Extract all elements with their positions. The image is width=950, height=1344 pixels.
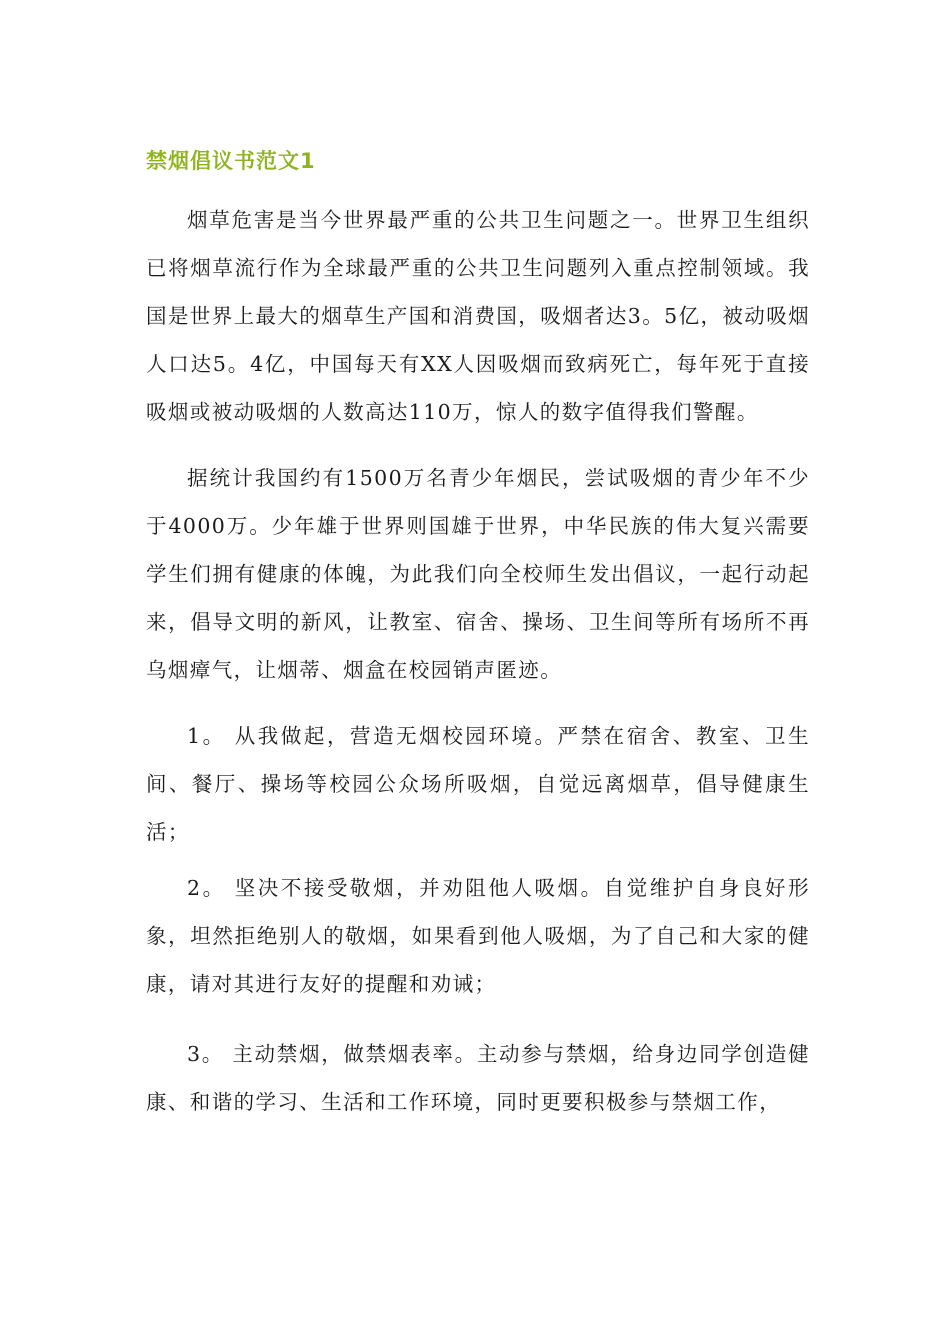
paragraph-intro: 烟草危害是当今世界最严重的公共卫生问题之一。世界卫生组织已将烟草流行作为全球最严重的公共卫生问题列入重点控制领域。我国是世界上最大的烟草生产国和消费国，吸烟者达3。5亿，被动吸烟人口达5。4亿，中国每天有XX人因吸烟而致病死亡，每年死于直接吸烟或被动吸烟的人数高达110万，惊人的数字值得我们警醒。 [146, 208, 810, 424]
paragraph-item-3: 3。 主动禁烟，做禁烟表率。主动参与禁烟，给身边同学创造健康、和谐的学习、生活和工作环境，同时更要积极参与禁烟工作， [146, 1042, 810, 1114]
paragraph-statistics: 据统计我国约有1500万名青少年烟民，尝试吸烟的青少年不少于4000万。少年雄于世界则国雄于世界，中华民族的伟大复兴需要学生们拥有健康的体魄，为此我们向全校师生发出倡议，一起行动起来，倡导文明的新风，让教室、宿舍、操场、卫生间等所有场所不再乌烟瘴气，让烟蒂、烟盒在校园销声匿迹。 [146, 466, 810, 682]
paragraph-item-2: 2。 坚决不接受敬烟，并劝阻他人吸烟。自觉维护自身良好形象，坦然拒绝别人的敬烟，如果看到他人吸烟，为了自己和大家的健康，请对其进行友好的提醒和劝诫； [146, 876, 810, 996]
document-title: 禁烟倡议书范文1 [146, 149, 316, 173]
paragraph-item-1: 1。 从我做起，营造无烟校园环境。严禁在宿舍、教室、卫生间、餐厅、操场等校园公众场所吸烟，自觉远离烟草，倡导健康生活； [146, 724, 810, 844]
